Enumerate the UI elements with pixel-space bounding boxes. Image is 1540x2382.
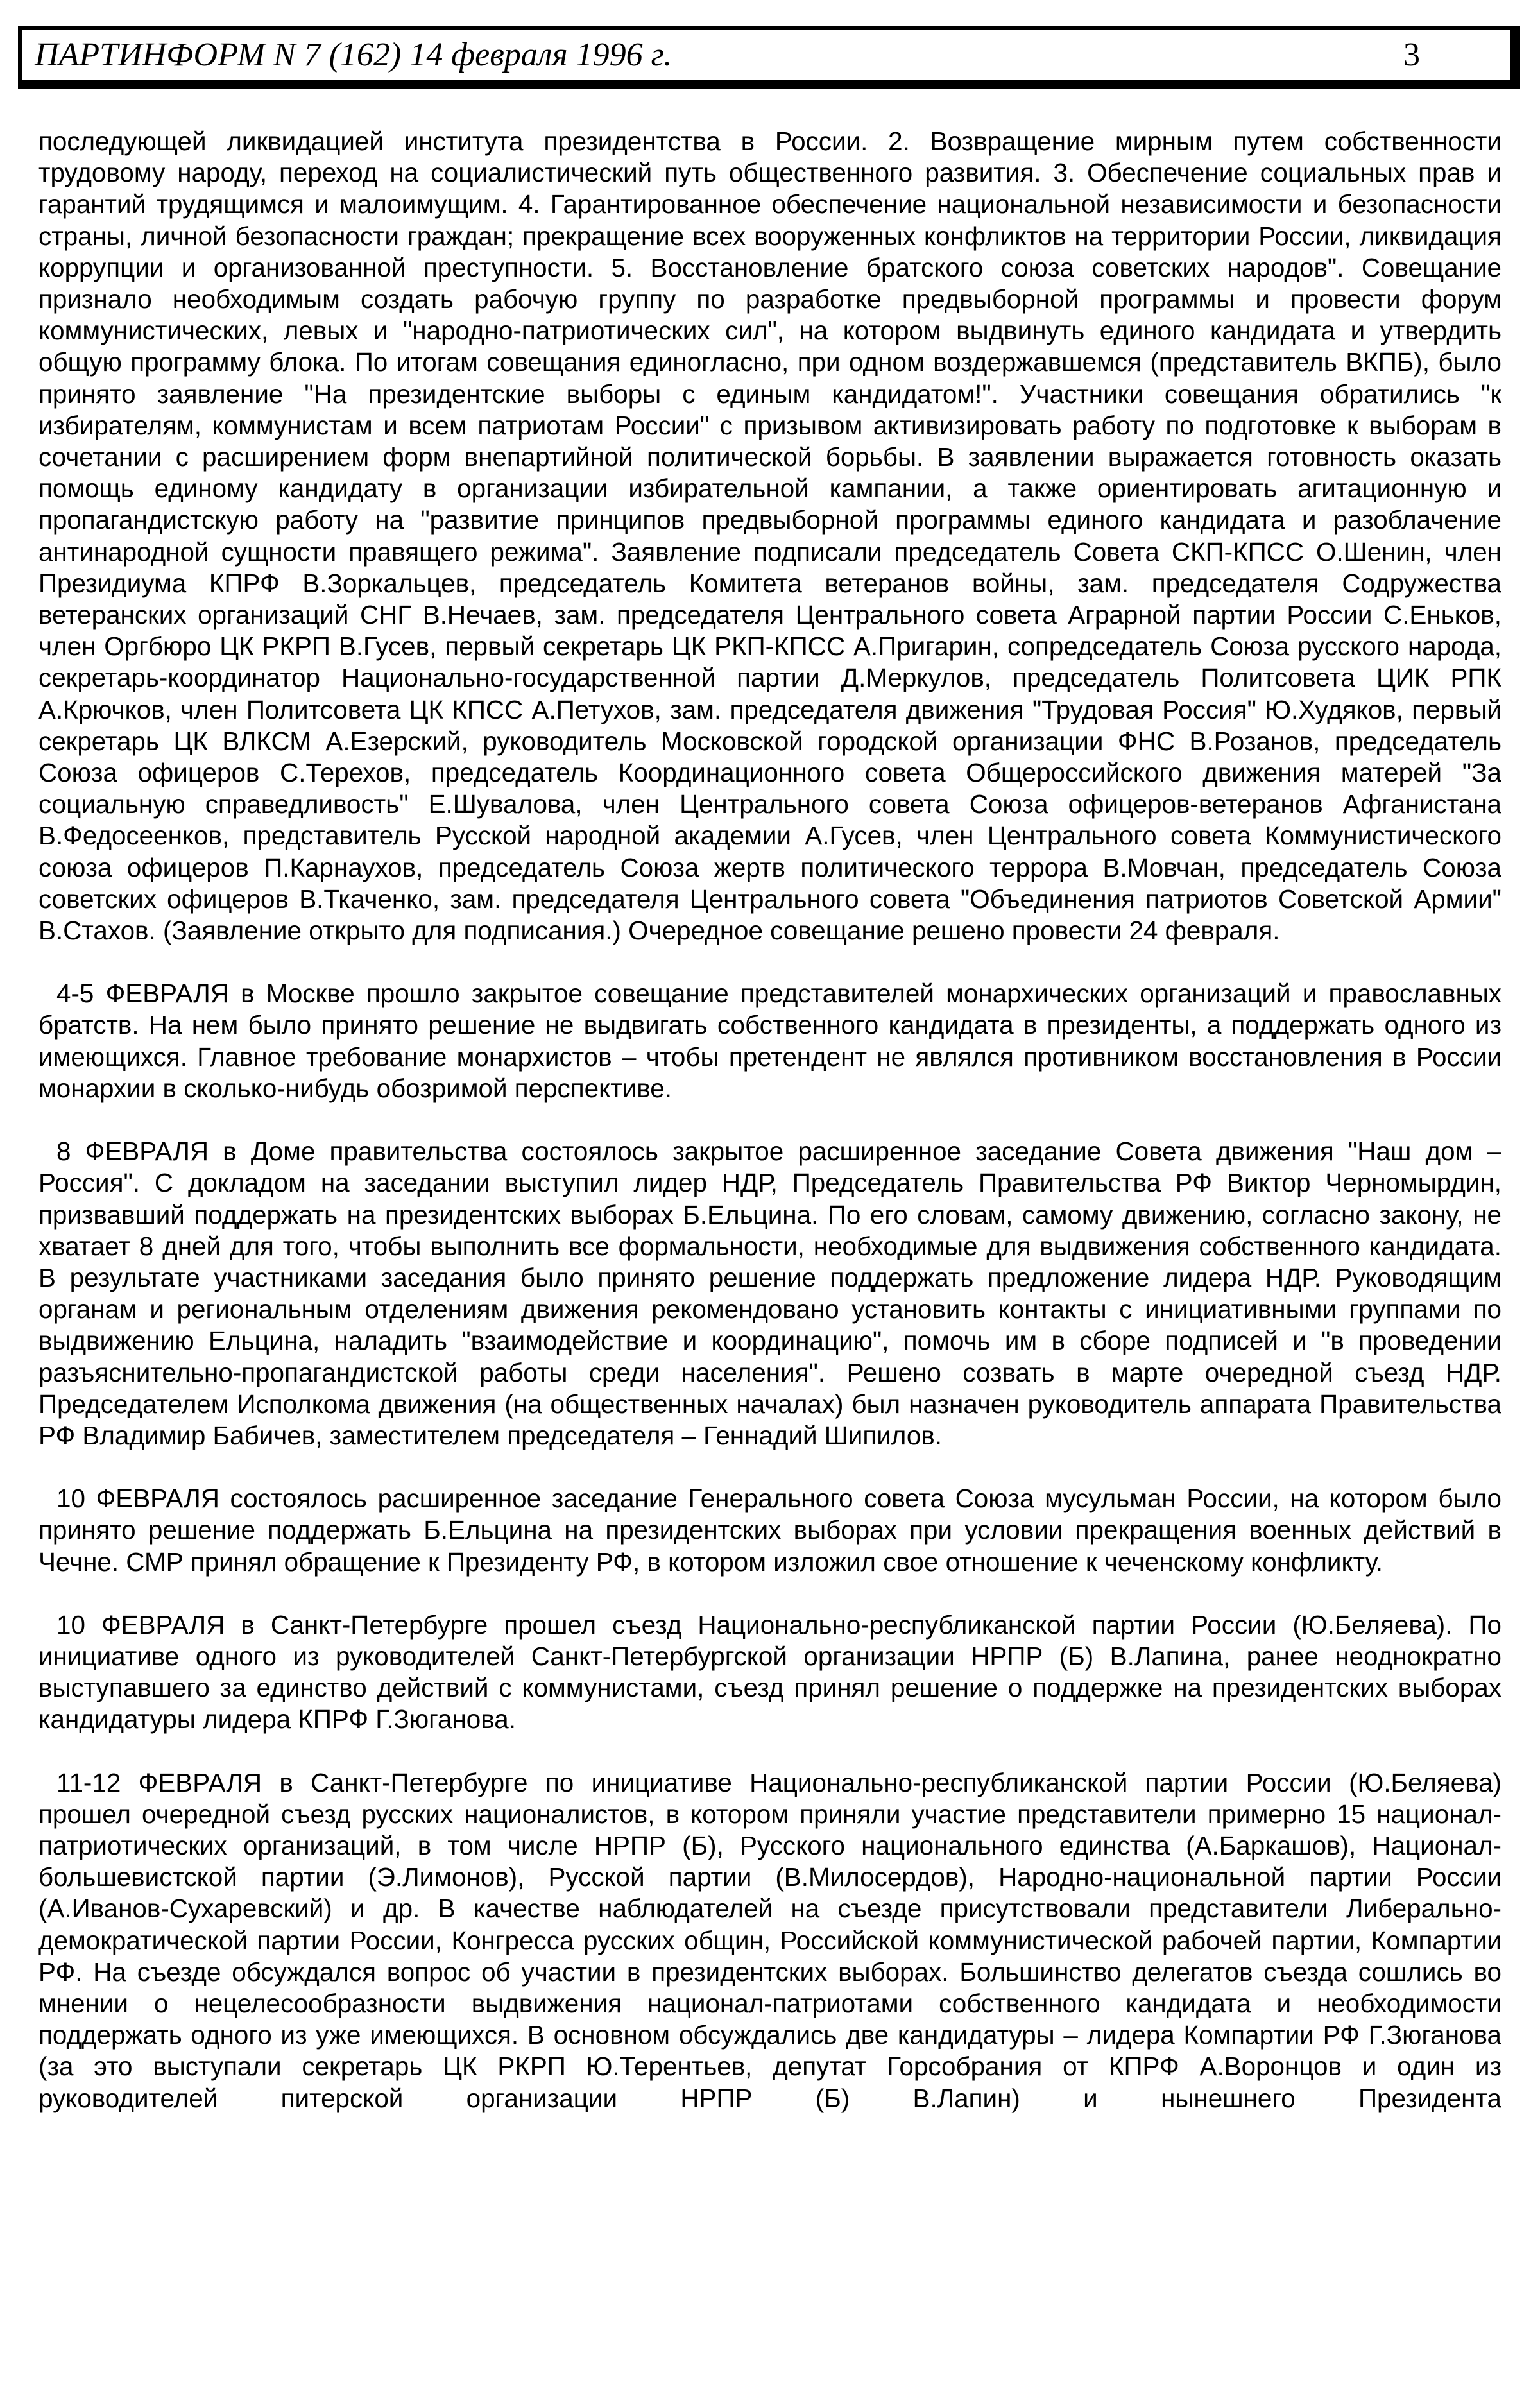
- page-header: [18, 26, 1520, 89]
- paragraph-feb-10-muslims: 10 ФЕВРАЛЯ состоялось расширенное заседание Генерального совета Союза мусульман России, на котором было принято решение поддержать Б.Ельцина на президентских выборах при условии прекращения военных действий в Чечне. СМР принял обращение к Президенту РФ, в котором изложил свое отношение к чеченскому конфликту.: [38, 1484, 1502, 1577]
- paragraph-feb-4-5: 4-5 ФЕВРАЛЯ в Москве прошло закрытое совещание представителей монархических организаций и православных братств. На нем было принято решение не выдвигать собственного кандидата в президенты, а поддержать одного из имеющихся. Главное требование монархистов – чтобы претендент не являлся противником восстановления в России монархии в сколько-нибудь обозримой перспективе.: [38, 979, 1502, 1103]
- paragraph-feb-10-nrpr: 10 ФЕВРАЛЯ в Санкт-Петербурге прошел съезд Национально-республиканской партии России (Ю.Беляева). По инициативе одного из руководителей Санкт-Петербургской организации НРПР (Б) В.Лапина, ранее неоднократно выступавшего за единство действий с коммунистами, съезд принял решение о поддержке на президентских выборах кандидатуры лидера КПРФ Г.Зюганова.: [38, 1609, 1502, 1735]
- article-body: [38, 126, 1502, 2114]
- page-number: 3: [1403, 37, 1420, 73]
- paragraph-feb-8: 8 ФЕВРАЛЯ в Доме правительства состоялось закрытое расширенное заседание Совета движения "Наш дом – Россия". С докладом на заседании выступил лидер НДР, Председатель Правительства РФ Виктор Черномырдин, призвавший поддержать на президентских выборах Б.Ельцина. По его словам, самому движению, согласно закону, не хватает 8 дней для того, чтобы выполнить все формальности, необходимые для выдвижения собственного кандидата. В результате участниками заседания было принято решение поддержать предложение лидера НДР. Руководящим органам и региональным отделениям движения рекомендовано установить контакты с инициативными группами по выдвижению Ельцина, наладить "взаимодействие и координацию", помочь им в сборе подписей и "в проведении разъяснительно-пропагандистской работы среди населения". Решено созвать в марте очередной съезд НДР. Председателем Исполкома движения (на общественных началах) был назначен руководитель аппарата Правительства РФ Владимир Бабичев, заместителем председателя – Геннадий Шипилов.: [38, 1136, 1502, 1450]
- publication-title: ПАРТИНФОРМ N 7 (162) 14 февраля 1996 г.: [35, 37, 672, 73]
- paragraph-continuation: последующей ликвидацией института президентства в России. 2. Возвращение мирным путем собственности трудовому народу, переход на социалистический путь общественного развития. 3. Обеспечение социальных прав и гарантий трудящимся и малоимущим. 4. Гарантированное обеспечение национальной независимости и безопасности страны, личной безопасности граждан; прекращение всех вооруженных конфликтов на территории России, ликвидация коррупции и организованной преступности. 5. Восстановление братского союза советских народов". Совещание признало необходимым создать рабочую группу по разработке предвыборной программы и провести форум коммунистических, левых и "народно-патриотических сил", на котором выдвинуть единого кандидата и утвердить общую программу блока. По итогам совещания единогласно, при одном воздержавшемся (представитель ВКПБ), было принято заявление "На президентские выборы с единым кандидатом!". Участники совещания обратились "к избирателям, коммунистам и всем патриотам России" с призывом активизировать работу по подготовке к выборам в сочетании с расширением форм внепартийной политической борьбы. В заявлении выражается готовность оказать помощь единому кандидату в организации избирательной кампании, а также ориентировать агитационную и пропагандистскую работу на "развитие принципов предвыборной программы единого кандидата и разоблачение антинародной сущности правящего режима". Заявление подписали председатель Совета СКП-КПСС О.Шенин, член Президиума КПРФ В.Зоркальцев, председатель Комитета ветеранов войны, зам. председателя Содружества ветеранских организаций СНГ В.Нечаев, зам. председателя Центрального совета Аграрной партии России С.Еньков, член Оргбюро ЦК РКРП В.Гусев, первый секретарь ЦК РКП-КПСС А.Пригарин, сопредседатель Союза русского народа, секретарь-координатор Национально-государственной партии Д.Меркулов, председатель Политсовета ЦИК РПК А.Крючков, член Политсовета ЦК КПСС А.Петухов, зам. председателя движения "Трудовая Россия" Ю.Худяков, первый секретарь ЦК ВЛКСМ А.Езерский, руководитель Московской городской организации ФНС В.Розанов, председатель Союза офицеров С.Терехов, председатель Координационного совета Общероссийского движения матерей "За социальную справедливость" Е.Шувалова, член Центрального совета Союза офицеров-ветеранов Афганистана В.Федосеенков, представитель Русской народной академии А.Гусев, член Центрального совета Коммунистического союза офицеров П.Карнаухов, председатель Союза жертв политического террора В.Мовчан, председатель Союза советских офицеров В.Ткаченко, зам. председателя Центрального совета "Объединения патриотов Советской Армии" В.Стахов. (Заявление открыто для подписания.) Очередное совещание решено провести 24 февраля.: [38, 126, 1502, 946]
- paragraph-feb-11-12: 11-12 ФЕВРАЛЯ в Санкт-Петербурге по инициативе Национально-республиканской партии России (Ю.Беляева) прошел очередной съезд русских националистов, в котором приняли участие представители примерно 15 национал-патриотических организаций, в том числе НРПР (Б), Русского национального единства (А.Баркашов), Национал-большевистской партии (Э.Лимонов), Русской партии (В.Милосердов), Народно-национальной партии России (А.Иванов-Сухаревский) и др. В качестве наблюдателей на съезде присутствовали представители Либерально-демократической партии России, Конгресса русских общин, Российской коммунистической рабочей партии, Компартии РФ. На съезде обсуждался вопрос об участии в президентских выборах. Большинство делегатов съезда сошлись во мнении о нецелесообразности выдвижения национал-патриотами собственного кандидата и необходимости поддержать одного из уже имеющихся. В основном обсуждались две кандидатуры – лидера Компартии РФ Г.Зюганова (за это выступали секретарь ЦК РКРП Ю.Терентьев, депутат Горсобрания от КПРФ А.Воронцов и один из руководителей питерской организации НРПР (Б) В.Лапин) и нынешнего Президента: [38, 1767, 1502, 2113]
